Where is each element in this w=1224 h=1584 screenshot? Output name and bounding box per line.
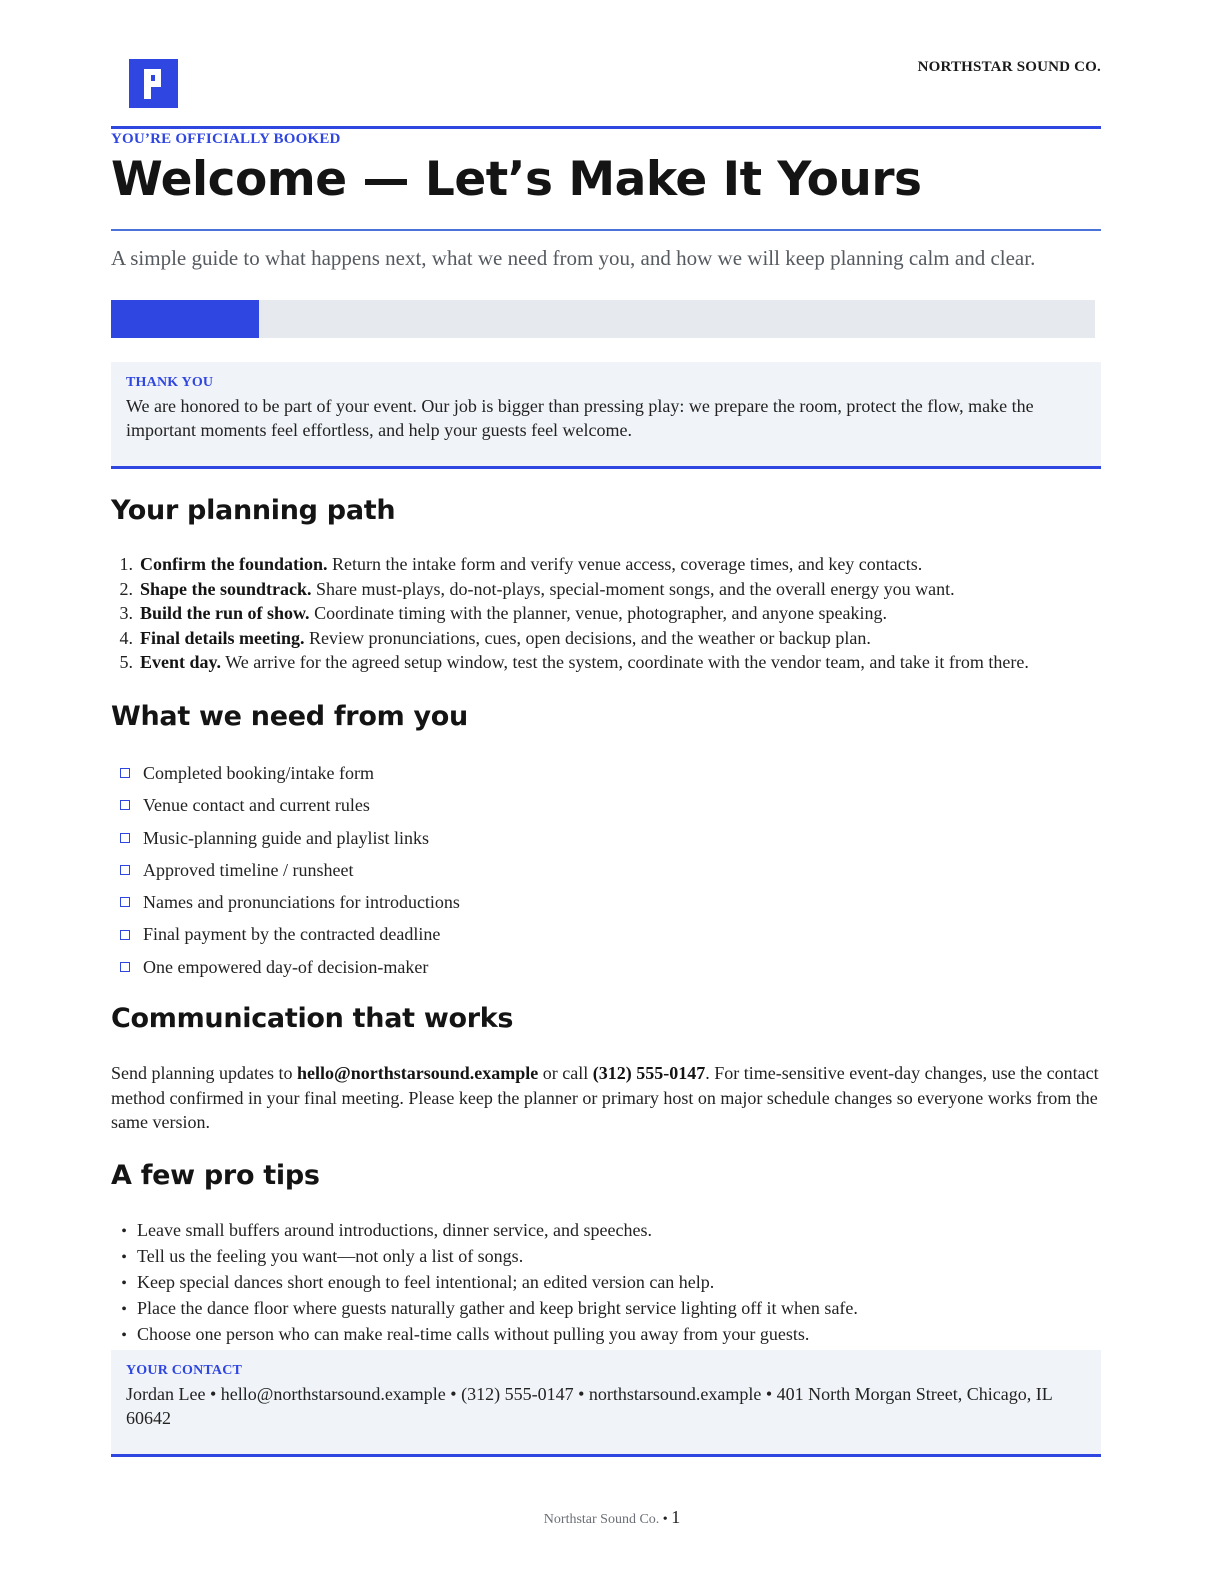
progress-bar-fill: [111, 300, 259, 338]
thank-you-text: We are honored to be part of your event. Our job is bigger than pressing play: we prepare the room, protect the flow, make the important moments feel effortless, and help your guests feel welcome.: [126, 396, 1034, 440]
planning-step: [111, 650, 1101, 675]
tip-item: [111, 1270, 858, 1296]
page-footer: [0, 1507, 1224, 1528]
contact-email-link[interactable]: hello@northstarsound.example: [296, 1063, 539, 1083]
footer-separator: •: [659, 1512, 672, 1527]
checkbox-icon[interactable]: [120, 800, 130, 810]
page-subtitle: A simple guide to what happens next, what we need from you, and how we will keep planning calm and clear.: [111, 246, 1036, 270]
step-text: Share must-plays, do-not-plays, special-moment songs, and the overall energy you want.: [311, 578, 955, 599]
bullet-icon: •: [121, 1327, 127, 1344]
checklist-item-label: Completed booking/intake form: [143, 763, 374, 783]
header-rule: [111, 126, 1101, 129]
step-text: Return the intake form and verify venue access, coverage times, and key contacts.: [327, 554, 923, 574]
step-title: Shape the soundtrack.: [140, 578, 312, 599]
tip-item: [111, 1296, 858, 1322]
communication-heading: Communication that works: [111, 1003, 514, 1034]
step-text: Coordinate timing with the planner, venue, photographer, and anyone speaking.: [309, 603, 887, 623]
step-number: 2.: [119, 578, 133, 599]
communication-paragraph: [111, 1061, 1101, 1135]
checkbox-icon[interactable]: [120, 833, 130, 843]
checklist-item-label: Approved timeline / runsheet: [143, 859, 354, 880]
tip-text: Keep special dances short enough to feel intentional; an edited version can help.: [137, 1272, 715, 1292]
checklist-item-label: Final payment by the contracted deadline: [143, 924, 441, 945]
company-logo: [129, 59, 178, 108]
step-title: Build the run of show.: [140, 603, 310, 623]
bullet-icon: •: [121, 1275, 127, 1292]
checkbox-icon[interactable]: [120, 865, 130, 875]
communication-text-mid: or call: [538, 1063, 593, 1083]
checkbox-icon[interactable]: [120, 962, 130, 972]
planning-step: [111, 601, 1101, 626]
parking-letter-p-icon: [129, 59, 178, 108]
tip-item: [111, 1244, 858, 1270]
tip-text: Place the dance floor where guests naturally gather and keep bright service lighting off it when safe.: [137, 1298, 858, 1318]
checkbox-icon[interactable]: [120, 768, 130, 778]
tip-item: [111, 1218, 858, 1244]
step-number: 1.: [119, 554, 133, 574]
tip-text: Leave small buffers around introductions, dinner service, and speeches.: [137, 1220, 652, 1240]
contact-label: YOUR CONTACT: [126, 1363, 243, 1378]
thank-you-label: THANK YOU: [126, 375, 214, 390]
company-name: NORTHSTAR SOUND CO.: [917, 59, 1101, 75]
step-number: 3.: [119, 603, 133, 623]
tip-text: Choose one person who can make real-time calls without pulling you away from your guests.: [137, 1324, 810, 1344]
contact-details: Jordan Lee • hello@northstarsound.example • (312) 555-0147 • northstarsound.example • 401 North Morgan Street, Chicago, IL 60642: [126, 1384, 1053, 1428]
contact-callout: [111, 1350, 1101, 1457]
footer-company: Northstar Sound Co.: [543, 1512, 660, 1527]
tips-heading: A few pro tips: [111, 1160, 320, 1191]
checklist-item: [111, 918, 460, 950]
checklist-item-label: Music-planning guide and playlist links: [143, 827, 429, 848]
page-title: Welcome — Let’s Make It Yours: [111, 152, 922, 207]
step-title: Confirm the foundation.: [140, 554, 328, 574]
needs-checklist: [111, 757, 460, 983]
step-text: Review pronunciations, cues, open decisions, and the weather or backup plan.: [304, 627, 871, 648]
needs-heading: What we need from you: [111, 701, 468, 732]
bullet-icon: •: [121, 1249, 127, 1266]
contact-phone-link[interactable]: (312) 555-0147: [592, 1063, 706, 1083]
title-divider: [111, 229, 1101, 231]
tip-text: Tell us the feeling you want—not only a list of songs.: [137, 1246, 524, 1266]
thank-you-callout: [111, 362, 1101, 469]
checklist-item-label: Venue contact and current rules: [143, 795, 370, 816]
planning-heading: Your planning path: [111, 495, 396, 526]
kicker-label: YOU’RE OFFICIALLY BOOKED: [111, 131, 341, 147]
checklist-item: [111, 951, 460, 983]
checklist-item-label: One empowered day-of decision-maker: [143, 956, 429, 977]
bullet-icon: •: [121, 1223, 127, 1240]
communication-text-lead: Send planning updates to: [111, 1063, 297, 1083]
checklist-item: [111, 854, 460, 886]
communication-text-tail: . For time-sensitive event-day changes, use the contact method confirmed in your final meeting. Please keep the planner or primary host on major schedule changes so everyone works from the same version.: [111, 1063, 1099, 1132]
progress-bar: [111, 300, 1095, 338]
page-number: 1: [671, 1507, 681, 1527]
planning-steps-list: [111, 552, 1101, 675]
checklist-item: [111, 822, 460, 854]
planning-step: [111, 626, 1101, 651]
bullet-icon: •: [121, 1301, 127, 1318]
checklist-item: [111, 789, 460, 821]
step-title: Event day.: [140, 652, 222, 672]
step-text: We arrive for the agreed setup window, test the system, coordinate with the vendor team, and take it from there.: [221, 652, 1029, 672]
checkbox-icon[interactable]: [120, 930, 130, 940]
checklist-item-label: Names and pronunciations for introductions: [143, 892, 460, 913]
step-number: 4.: [119, 627, 133, 648]
checklist-item: [111, 886, 460, 918]
step-title: Final details meeting.: [140, 627, 305, 648]
tips-list: [111, 1218, 858, 1348]
planning-step: [111, 552, 1101, 577]
step-number: 5.: [119, 652, 133, 672]
planning-step: [111, 577, 1101, 602]
checkbox-icon[interactable]: [120, 897, 130, 907]
tip-item: [111, 1322, 858, 1348]
checklist-item: [111, 757, 460, 789]
